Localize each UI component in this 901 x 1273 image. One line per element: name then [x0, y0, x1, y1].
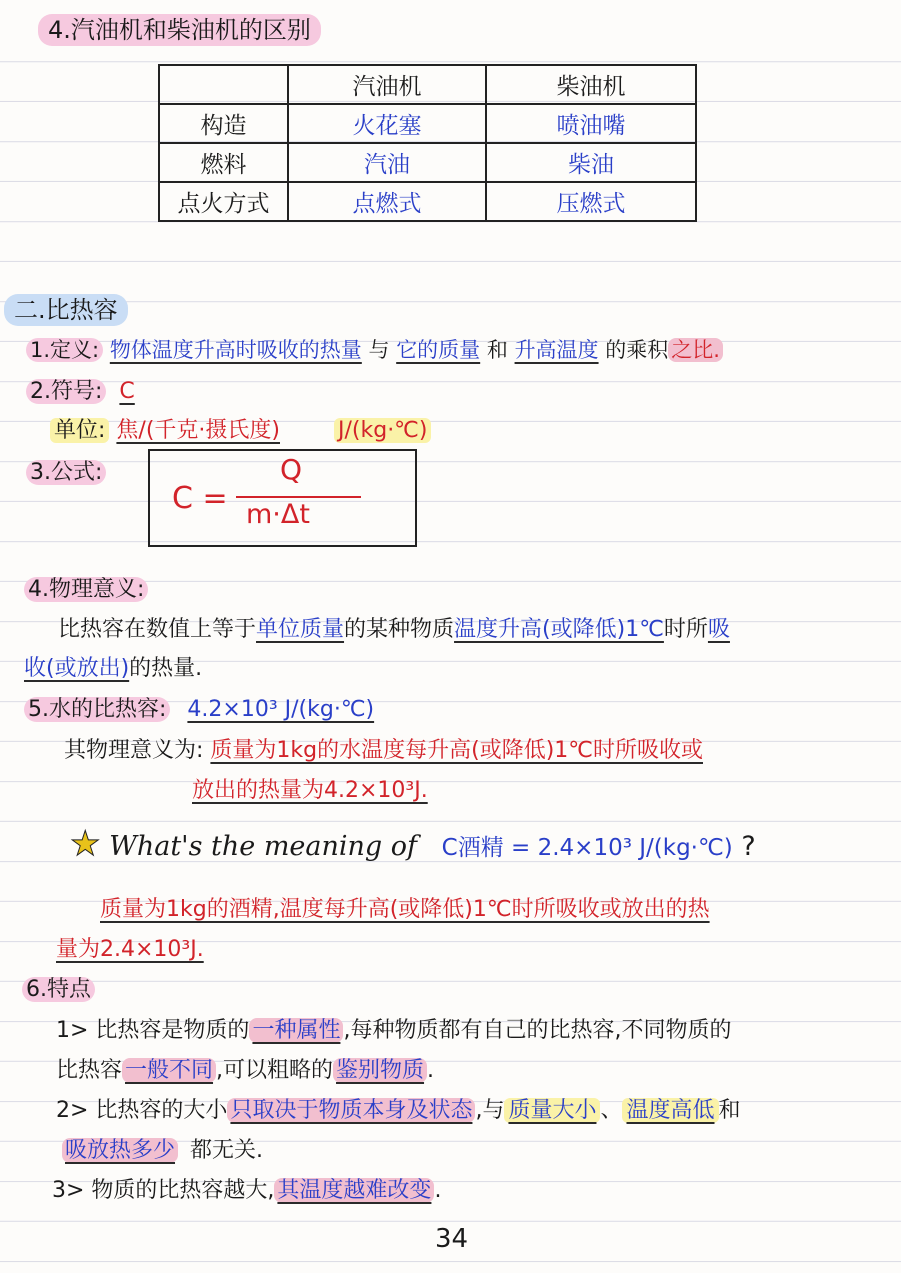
unit-label: 单位:: [50, 418, 109, 443]
symbol-value: C: [119, 379, 135, 404]
cell-diesel: 喷油嘴: [486, 104, 696, 143]
definition-part6: 的乘积: [605, 338, 669, 362]
feature-text: .: [427, 1058, 435, 1083]
answer-line1: [100, 892, 710, 923]
definition-row: [26, 334, 723, 364]
definition-part5: 升高温度: [514, 338, 599, 362]
table-row: [159, 104, 696, 143]
water-meaning-text: 质量为1kg的水温度每升高(或降低)1℃时所吸收或: [210, 738, 703, 763]
page-number: 34: [435, 1224, 469, 1254]
water-meaning-text: 放出的热量为4.2×10³J.: [192, 778, 428, 803]
row-label: 点火方式: [159, 182, 288, 221]
row-label: 燃料: [159, 143, 288, 182]
row-label: 构造: [159, 104, 288, 143]
answer-text: 量为2.4×10³J.: [56, 937, 204, 962]
meaning-text: 的某种物质: [344, 617, 455, 642]
feature-text: .: [434, 1178, 442, 1203]
answer-line2: [56, 932, 204, 963]
table-corner: [159, 65, 288, 104]
cell-gasoline: 汽油: [288, 143, 486, 182]
water-value: 4.2×10³ J/(kg·℃): [187, 697, 375, 722]
feature-text: ,可以粗略的: [216, 1058, 334, 1083]
question-row: [70, 824, 756, 864]
question-text: What's the meaning of: [109, 831, 418, 862]
feature-highlight: 一种属性: [249, 1018, 343, 1043]
meaning-text: 时所: [663, 617, 708, 642]
part-title: [4, 290, 128, 325]
feature2-line1: [56, 1093, 741, 1124]
formula-label: 3.公式:: [26, 460, 106, 485]
formula-lhs: C =: [172, 481, 228, 516]
meaning-label: 4.物理意义:: [24, 577, 148, 602]
unit-cn: 焦/(千克·摄氏度): [116, 418, 280, 443]
section-title-text: 4.汽油机和柴油机的区别: [38, 14, 321, 46]
feature1-line1: [56, 1013, 731, 1044]
feature-text: 和: [718, 1098, 741, 1123]
water-meaning-line2: [192, 773, 428, 804]
question-mark: ?: [741, 831, 756, 862]
feature-text: ,每种物质都有自己的比热容,不同物质的: [343, 1018, 732, 1043]
feature-highlight: 其温度越难改变: [274, 1178, 434, 1203]
features-label-row: [22, 972, 95, 1003]
feature-text: 3> 物质的比热容越大,: [52, 1178, 275, 1203]
question-formula: C酒精 = 2.4×10³ J/(kg·℃): [441, 835, 733, 861]
formula-numerator: Q: [280, 453, 303, 486]
cell-gasoline: 火花塞: [288, 104, 486, 143]
table-row: [159, 182, 696, 221]
feature-text: 2> 比热容的大小: [56, 1098, 228, 1123]
definition-part7: 之比.: [668, 338, 723, 362]
formula-denominator: m·Δt: [246, 499, 310, 530]
unit-si: J/(kg·℃): [334, 418, 431, 443]
definition-part2: 与: [368, 338, 390, 362]
meaning-text: 的热量.: [129, 656, 203, 681]
meaning-label-row: [24, 572, 148, 603]
header-gasoline: 汽油机: [288, 65, 486, 104]
feature2-line2: [62, 1133, 263, 1164]
comparison-table: [158, 64, 697, 222]
feature-text: 都无关.: [190, 1138, 264, 1163]
feature-highlight: 只取决于物质本身及状态: [227, 1098, 475, 1123]
feature-highlight: 鉴别物质: [333, 1058, 427, 1083]
symbol-label: 2.符号:: [26, 379, 106, 404]
formula-label-row: [26, 455, 106, 486]
feature-text: ,与: [475, 1098, 505, 1123]
fraction-bar: [236, 496, 361, 498]
definition-label: 1.定义:: [26, 338, 103, 362]
water-label: 5.水的比热容:: [24, 697, 170, 722]
meaning-highlight: 收(或放出): [24, 656, 130, 681]
section-title: [38, 10, 321, 45]
meaning-highlight: 温度升高(或降低)1℃: [454, 617, 664, 642]
feature-highlight: 吸放热多少: [62, 1138, 178, 1163]
symbol-row: [26, 374, 141, 405]
header-diesel: 柴油机: [486, 65, 696, 104]
meaning-line1: [58, 612, 730, 643]
water-meaning-line1: [64, 733, 703, 764]
feature-text: 1> 比热容是物质的: [56, 1018, 250, 1043]
feature-text: 比热容: [56, 1058, 123, 1083]
feature-highlight: 一般不同: [122, 1058, 216, 1083]
definition-part4: 和: [486, 338, 508, 362]
part-title-text: 二.比热容: [4, 294, 128, 326]
feature-highlight: 质量大小: [504, 1098, 600, 1123]
meaning-text: 比热容在数值上等于: [58, 617, 257, 642]
meaning-highlight: 单位质量: [256, 617, 345, 642]
meaning-highlight: 吸: [707, 617, 730, 642]
definition-part3: 它的质量: [396, 338, 481, 362]
feature-highlight: 温度高低: [622, 1098, 718, 1123]
definition-part1: 物体温度升高时吸收的热量: [109, 338, 362, 362]
cell-diesel: 柴油: [486, 143, 696, 182]
table-row: [159, 143, 696, 182]
water-meaning-label: 其物理意义为:: [64, 738, 204, 763]
cell-diesel: 压燃式: [486, 182, 696, 221]
table-header-row: [159, 65, 696, 104]
meaning-line2: [24, 651, 202, 682]
formula-box: [148, 449, 417, 547]
features-label: 6.特点: [22, 977, 95, 1002]
answer-text: 质量为1kg的酒精,温度每升高(或降低)1℃时所吸收或放出的热: [100, 897, 710, 922]
feature3-line: [52, 1173, 441, 1204]
cell-gasoline: 点燃式: [288, 182, 486, 221]
water-row: [24, 692, 374, 723]
star-icon: ★: [70, 824, 101, 864]
unit-row: [50, 413, 431, 444]
feature1-line2: [56, 1053, 434, 1084]
feature-text: 、: [600, 1098, 623, 1123]
